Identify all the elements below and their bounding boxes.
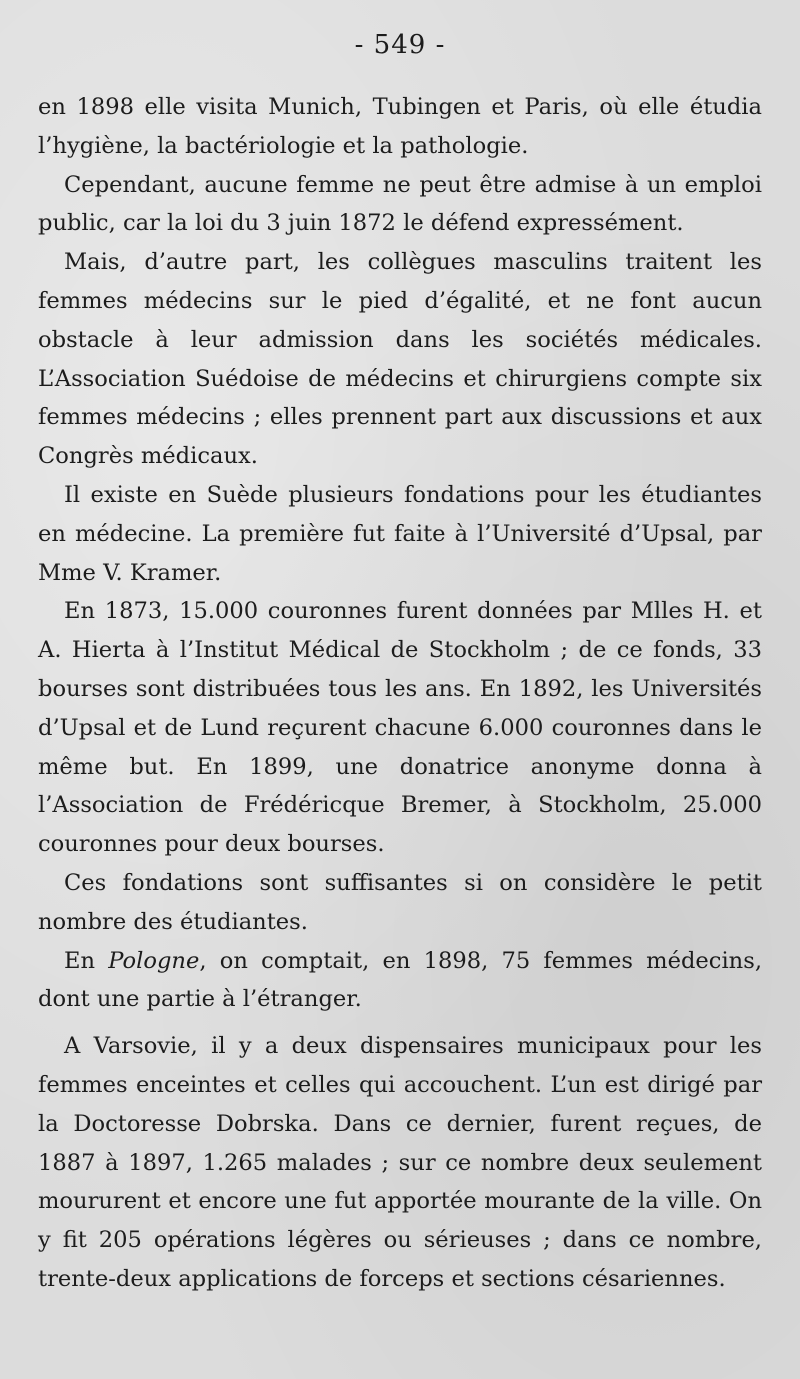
paragraph-7-start: En bbox=[64, 947, 109, 974]
paragraph-6: Ces fondations sont suffisantes si on considère le petit nombre des étudiantes. bbox=[38, 869, 762, 935]
paragraph-7-rest: , on comptait, en 1898, 75 femmes médecins, dont une partie à l’étranger. bbox=[38, 947, 762, 1013]
page-number: - 549 - bbox=[354, 30, 446, 60]
paragraph-7 bbox=[38, 942, 762, 1020]
paragraph-3: Mais, d’autre part, les collègues masculins traitent les femmes médecins sur le pied d’égalité, et ne font aucun obstacle à leur admission dans les sociétés médicales. L’Association Suédoise de médecins et chirurgiens compte six femmes médecins ; elles prennent part aux discussions et aux Congrès médicaux. bbox=[38, 249, 762, 470]
paragraph-8: A Varsovie, il y a deux dispensaires municipaux pour les femmes enceintes et celles qui accouchent. L’un est dirigé par la Doctoresse Dobrska. Dans ce dernier, furent reçues, de 1887 à 1897, 1.265 malades ; sur ce nombre deux seulement moururent et encore une fut apportée mourante de la ville. On y fit 205 opérations légères ou sérieuses ; dans ce nombre, trente-deux applications de forceps et sections césariennes. bbox=[38, 1033, 762, 1292]
body-text bbox=[38, 88, 762, 1299]
paragraph-1: en 1898 elle visita Munich, Tubingen et Paris, où elle étudia l’hygiène, la bactériologie et la pathologie. bbox=[38, 94, 762, 159]
paragraph-5: En 1873, 15.000 couronnes furent données par Mlles H. et A. Hierta à l’Institut Médical de Stockholm ; de ce fonds, 33 bourses sont distribuées tous les ans. En 1892, les Universités d’Upsal et de Lund reçurent chacune 6.000 couronnes dans le même but. En 1899, une donatrice anonyme donna à l’Association de Frédéricque Bremer, à Stockholm, 25.000 couronnes pour deux bourses. bbox=[38, 598, 762, 858]
paragraph-4: Il existe en Suède plusieurs fondations pour les étudiantes en médecine. La première fut faite à l’Université d’Upsal, par Mme V. Kramer. bbox=[38, 481, 762, 586]
country-name: Pologne bbox=[108, 947, 200, 974]
paragraph-2: Cependant, aucune femme ne peut être admise à un emploi public, car la loi du 3 juin 1872 le défend expressément. bbox=[38, 171, 762, 237]
